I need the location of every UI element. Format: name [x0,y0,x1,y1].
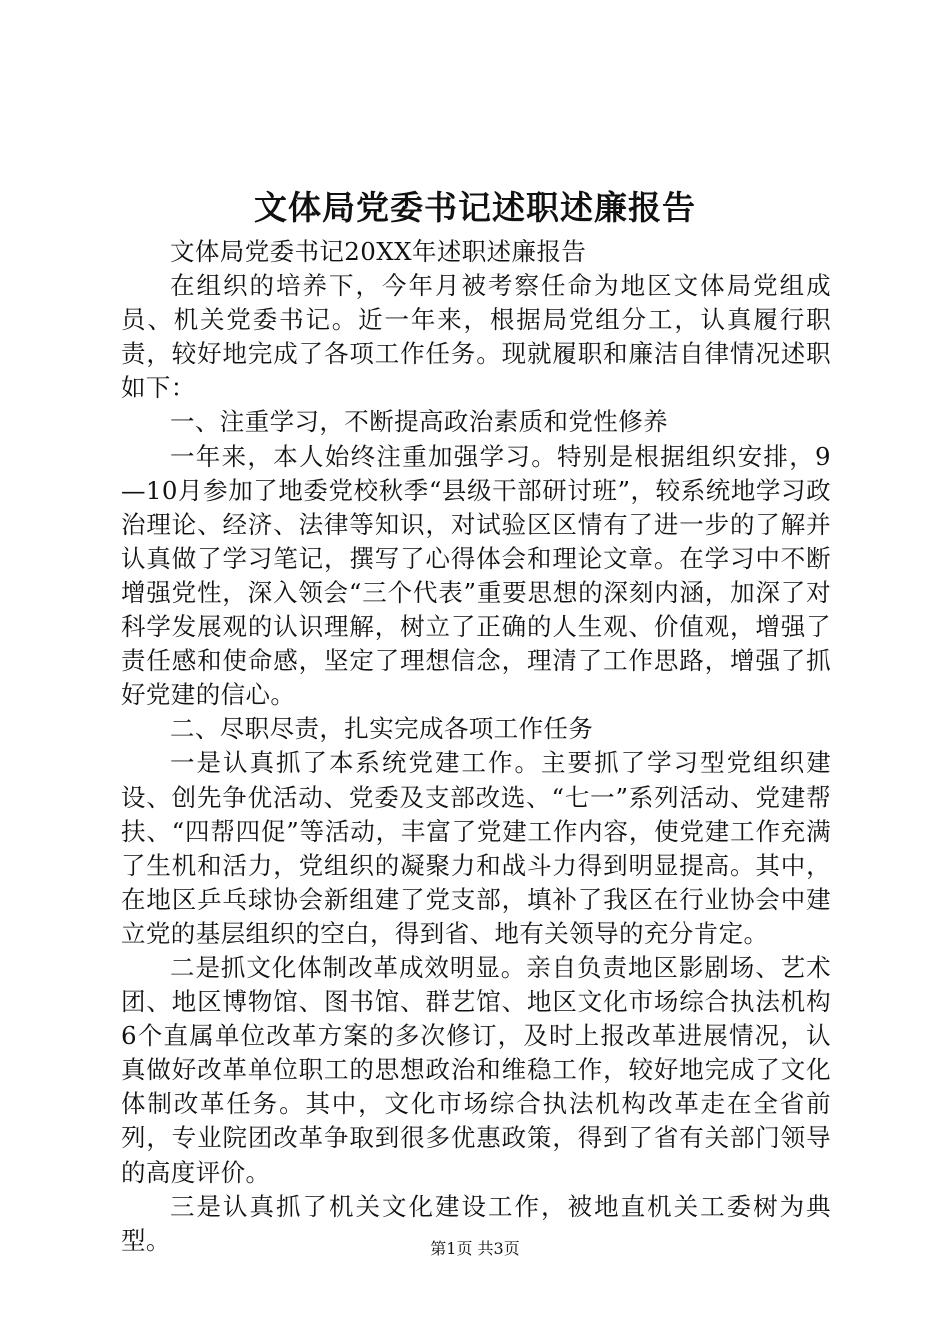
document-body [121,235,831,1258]
paragraph-culture-reform: 二是抓文化体制改革成效明显。亲自负责地区影剧场、艺术团、地区博物馆、图书馆、群艺馆、地区文化市场综合执法机构6个直属单位改革方案的多次修订，及时上报改革进展情况，认真做好改革单位职工的思想政治和维稳工作，较好地完成了文化体制改革任务。其中，文化市场综合执法机构改革走在全省前列，专业院团改革争取到很多优惠政策，得到了省有关部门领导的高度评价。 [121,952,831,1187]
paragraph-intro: 在组织的培养下，今年月被考察任命为地区文体局党组成员、机关党委书记。近一年来，根据局党组分工，认真履行职责，较好地完成了各项工作任务。现就履职和廉洁自律情况述职如下： [121,271,831,403]
section-heading-1: 一、注重学习，不断提高政治素质和党性修养 [170,407,668,437]
page-footer: 第1页 共3页 [430,1239,520,1258]
paragraph-party-building: 一是认真抓了本系统党建工作。主要抓了学习型党组织建设、创先争优活动、党委及支部改选、“七一”系列活动、党建帮扶、“四帮四促”等活动，丰富了党建工作内容，使党建工作充满了生机和活力，党组织的凝聚力和战斗力得到明显提高。其中，在地区乒乓球协会新组建了党支部，填补了我区在行业协会中建立党的基层组织的空白，得到省、地有关领导的充分肯定。 [121,748,831,948]
section-heading-2: 二、尽职尽责，扎实完成各项工作任务 [170,714,594,744]
paragraph-subtitle: 文体局党委书记20XX年述职述廉报告 [170,237,587,266]
document-title: 文体局党委书记述职述廉报告 [254,188,696,227]
paragraph-organ-culture: 三是认真抓了机关文化建设工作，被地直机关工委树为典型。 [121,1191,831,1255]
paragraph-study: 一年来，本人始终注重加强学习。特别是根据组织安排，9—10月参加了地委党校秋季“县级干部研讨班”，较系统地学习政治理论、经济、法律等知识，对试验区区情有了进一步的了解并认真做了学习笔记，撰写了心得体会和理论文章。在学习中不断增强党性，深入领会“三个代表”重要思想的深刻内涵，加深了对科学发展观的认识理解，树立了正确的人生观、价值观，增强了责任感和使命感，坚定了理想信念，理清了工作思路，增强了抓好党建的信心。 [121,441,831,710]
